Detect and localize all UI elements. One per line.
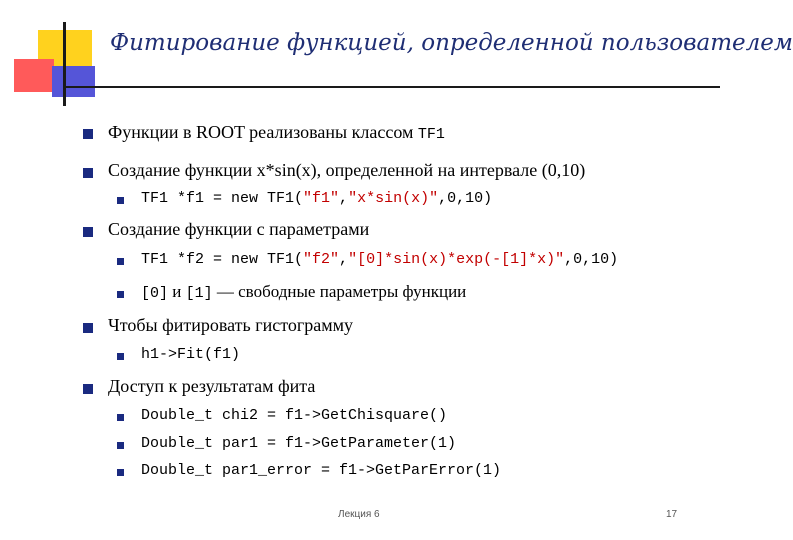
params-description (141, 282, 466, 302)
bullet-square-icon (117, 197, 124, 204)
bullet-square-icon (83, 168, 93, 178)
item-text: Чтобы фитировать гистограмму (108, 315, 354, 335)
decor-red-square (14, 59, 54, 92)
text: и (168, 282, 186, 301)
code-string: "f2" (303, 251, 340, 268)
bullet-square-icon (83, 384, 93, 394)
code-line-tf1 (141, 190, 492, 207)
bullet-item-root-functions (108, 122, 445, 143)
bullet-square-icon (83, 129, 93, 139)
bullet-square-icon (117, 258, 124, 265)
code-string: "f1" (303, 190, 340, 207)
code-text: TF1 *f1 = new TF1( (141, 190, 304, 207)
bullet-square-icon (117, 469, 124, 476)
bullet-square-icon (117, 414, 124, 421)
decor-vertical-line (63, 22, 66, 106)
bullet-square-icon (83, 227, 93, 237)
code-text: , (339, 251, 349, 268)
bullet-item-create-function (108, 160, 585, 181)
bullet-square-icon (117, 291, 124, 298)
code-line-fit: h1->Fit(f1) (141, 346, 241, 363)
bullet-item-fit-histogram (108, 315, 353, 336)
text: — свободные параметры функции (212, 282, 467, 301)
item-text: Создание функции с параметрами (108, 219, 370, 239)
code-string: "[0]*sin(x)*exp(-[1]*x)" (348, 251, 565, 268)
code-text: ,0,10) (564, 251, 619, 268)
code-line-tf2 (141, 251, 618, 268)
code-text: ,0,10) (438, 190, 493, 207)
code-line-par1: Double_t par1 = f1->GetParameter(1) (141, 435, 457, 452)
decor-blue-square (52, 66, 95, 97)
item-text: Функции в ROOT реализованы классом (108, 122, 418, 142)
bullet-item-fit-results (108, 376, 315, 397)
code-text: TF1 *f2 = new TF1( (141, 251, 304, 268)
code-text: , (339, 190, 349, 207)
item-text: Создание функции x*sin(x), определенной на интервале (0,10) (108, 160, 586, 180)
footer-page-number: 17 (666, 509, 678, 520)
slide-title: Фитирование функцией, определенной пользователем (110, 30, 793, 56)
bullet-square-icon (83, 323, 93, 333)
bullet-square-icon (117, 442, 124, 449)
bullet-square-icon (117, 353, 124, 360)
item-code: TF1 (417, 126, 445, 143)
code-string: "x*sin(x)" (348, 190, 439, 207)
code-param: [0] (141, 285, 169, 302)
title-underline (66, 86, 720, 88)
bullet-item-params-function (108, 219, 369, 240)
code-line-par1-error: Double_t par1_error = f1->GetParError(1) (141, 462, 502, 479)
code-param: [1] (185, 285, 213, 302)
item-text: Доступ к результатам фита (108, 376, 316, 396)
code-line-chi2: Double_t chi2 = f1->GetChisquare() (141, 407, 448, 424)
footer-lecture: Лекция 6 (338, 509, 380, 520)
